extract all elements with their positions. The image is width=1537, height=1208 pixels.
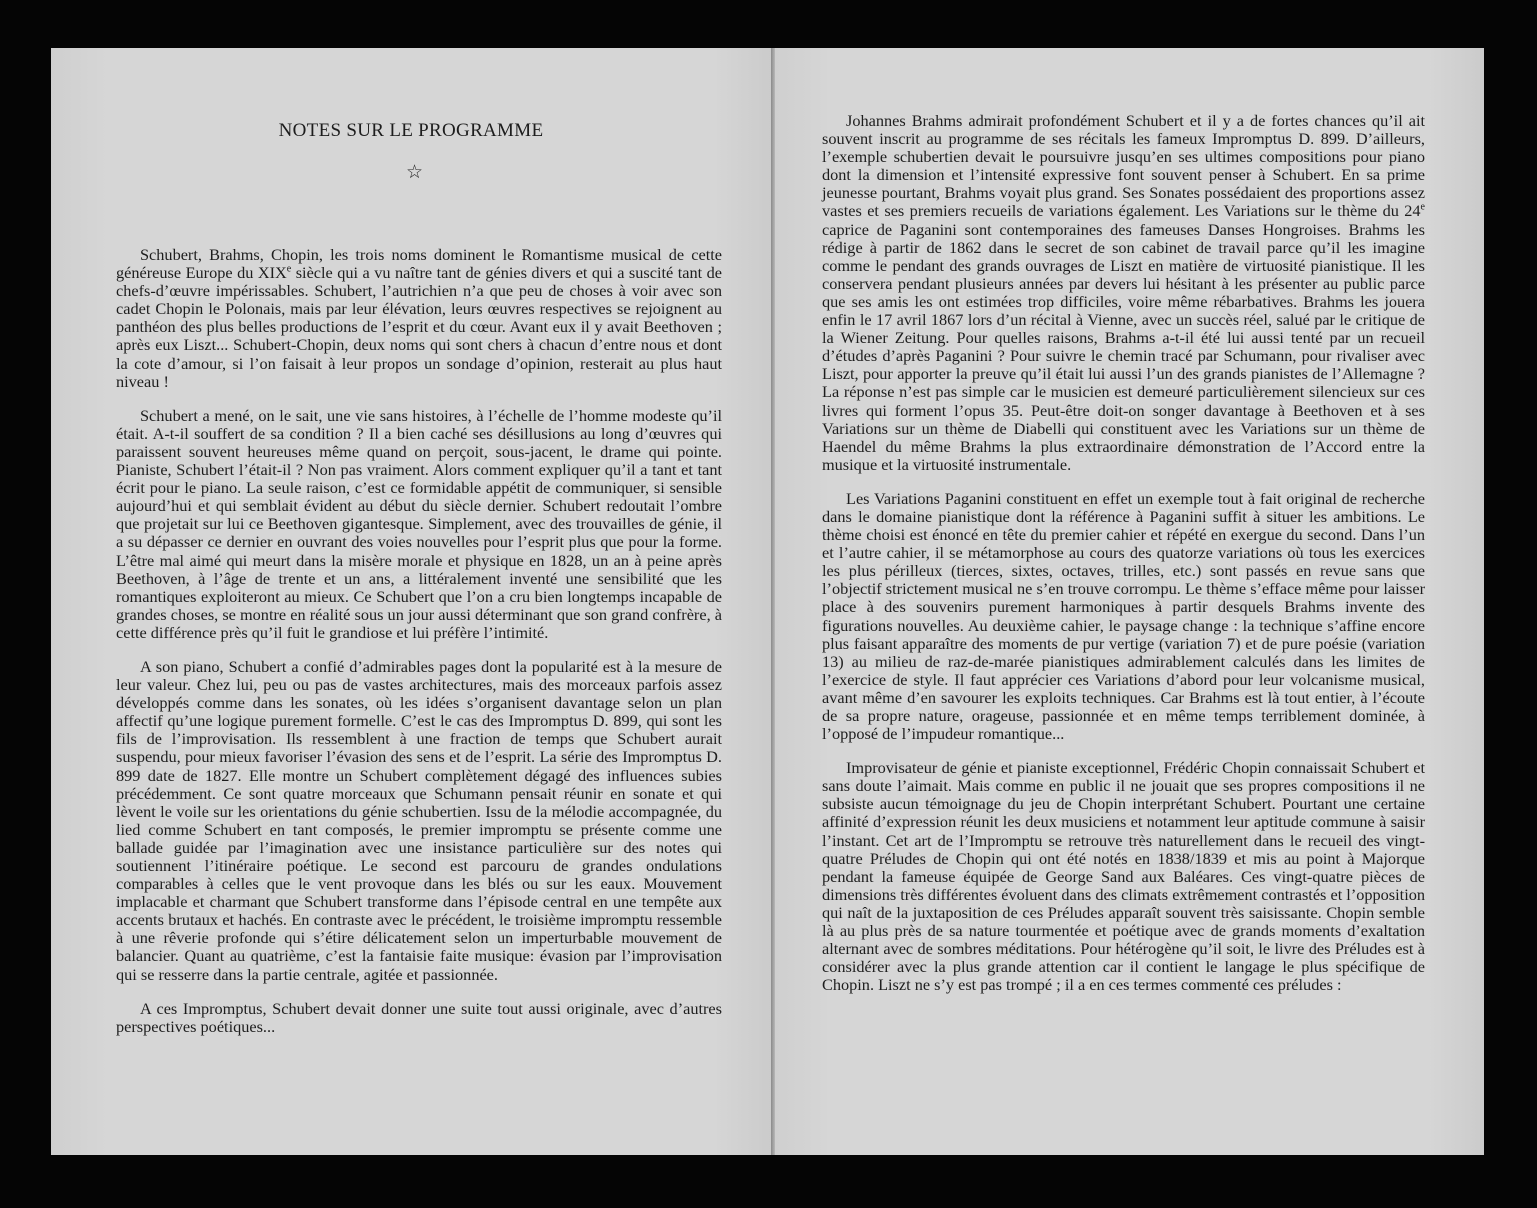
paragraph: A son piano, Schubert a confié d’admirables pages dont la popularité est à la mesure de leur valeur. Chez lui, peu ou pas de vastes architectures, mais des morceaux parfois assez développés comme dans les sonates, où les idées s’organisent davantage selon un plan affectif qu’une logique purement formelle. C’est le cas des Impromptus D. 899, qui sont les fils de l’improvisation. Ils ressemblent à une fraction de temps que Schubert aurait suspendu, pour mieux favoriser l’évasion des sens et de l’esprit. La série des Impromptus D. 899 date de 1827. Elle montre un Schubert complètement dégagé des influences subies précédemment. Ce sont quatre morceaux que Schumann pensait réunir en sonate et qui lèvent le voile sur les orientations du génie schubertien. Issu de la mélodie accompagnée, du lied comme Schubert en tant composés, le premier impromptu se présente comme une ballade guidée par l’imagination avec une insistance particulière sur des notes qui soutiennent l’itinéraire poétique. Le second est parcouru de grandes ondulations comparables à celles que le vent provoque dans les blés ou sur les eaux. Mouvement implacable et charmant que Schubert transforme dans l’épisode central en une tempête aux accents brutaux et hachés. En contraste avec le précédent, le troisième impromptu ressemble à une rêverie profonde qui s’étire délicatement selon un imperturbable mouvement de balancier. Quant au quatrième, c’est la fantaisie faite musique: évasion par l’improvisation qui se resserre dans la partie centrale, agitée et passionnée. (116, 656, 722, 984)
paragraph: A ces Impromptus, Schubert devait donner une suite tout aussi originale, avec d’autres perspectives poétiques... (116, 998, 722, 1036)
right-page (775, 48, 1484, 1155)
booklet-spread (51, 48, 1484, 1155)
left-page (51, 48, 771, 1155)
paragraph: Johannes Brahms admirait profondément Schubert et il y a de fortes chances qu’il ait souvent inscrit au programme de ses récitals les fameux Impromptus D. 899. D’ailleurs, l’exemple schubertien devait le poursuivre jusqu’en ses ultimes compositions pour piano dont la dimension et l’intensité expressive font souvent penser à Schubert. En sa prime jeunesse pourtant, Brahms voyait plus grand. Ses Sonates possédaient des proportions assez vastes et ses premiers recueils de variations également. Les Variations sur le thème du 24e caprice de Paganini sont contemporaines des fameuses Danses Hongroises. Brahms les rédige à partir de 1862 dans le secret de son cabinet de travail parce qu’il les imagine comme le pendant des grands ouvrages de Liszt en matière de virtuosité pianistique. Il les conservera pendant plusieurs années par devers lui hésitant à les présenter au public parce que ses amis les ont estimées trop difficiles, voire même rébarbatives. Brahms les jouera enfin le 17 avril 1867 lors d’un récital à Vienne, avec un succès réel, salué par le critique de la Wiener Zeitung. Pour quelles raisons, Brahms a-t-il été lui aussi tenté par un recueil d’études d’après Paganini ? Pour suivre le chemin tracé par Schumann, pour rivaliser avec Liszt, pour apporter la preuve qu’il était lui aussi l’un des grands pianistes de l’Allemagne ? La réponse n’est pas simple car le musicien est demeuré particulièrement silencieux sur ces livres qui forment l’opus 35. Peut-être doit-on songer davantage à Beethoven et à ses Variations sur un thème de Diabelli qui constituent avec les Variations sur un thème de Haendel du même Brahms la plus extraordinaire démonstration de l’Accord entre la musique et la virtuosité instrumentale. (822, 111, 1425, 474)
star-icon: ☆ (406, 161, 424, 183)
page-title: NOTES SUR LE PROGRAMME (278, 120, 544, 141)
paragraph: Schubert a mené, on le sait, une vie sans histoires, à l’échelle de l’homme modeste qu’il était. A-t-il souffert de sa condition ? Il a bien caché ses désillusions au long d’œuvres qui paraissent souvent heureuses même quand on perçoit, sous-jacent, le drame qui pointe. Pianiste, Schubert l’était-il ? Non pas vraiment. Alors comment expliquer qu’il a tant et tant écrit pour le piano. La seule raison, c’est ce formidable appétit de communiquer, si sensible aujourd’hui et qui semblait évident au début du siècle dernier. Schubert redoutait l’ombre que projetait sur lui ce Beethoven gigantesque. Simplement, avec des trouvailles de génie, il a su dépasser ce dernier en ouvrant des voies nouvelles pour l’esprit plus que pour la forme. L’être mal aimé qui meurt dans la misère morale et physique en 1828, un an à peine après Beethoven, à l’âge de trente et un ans, a littéralement inventé une sensibilité que les romantiques exploiteront au mieux. Ce Schubert que l’on a cru bien longtemps incapable de grandes choses, se montre en réalité sous un jour aussi déterminant que son grand confrère, à cette différence près qu’il fuit le grandiose et lui préfère l’intimité. (116, 405, 722, 642)
paragraph: Improvisateur de génie et pianiste exceptionnel, Frédéric Chopin connaissait Schubert et sans doute l’aimait. Mais comme en public il ne jouait que ses propres compositions il ne subsiste aucun témoignage du jeu de Chopin interprétant Schubert. Pourtant une certaine affinité d’expression réunit les deux musiciens et notamment leur aptitude commune à saisir l’instant. Cet art de l’Impromptu se retrouve très naturellement dans le recueil des vingt-quatre Préludes de Chopin qui ont été notés en 1838/1839 et mis au point à Majorque pendant la fameuse équipée de George Sand aux Baléares. Ces vingt-quatre pièces de dimensions très différentes évoluent dans des climats extrêmement contrastés et l’opposition qui naît de la juxtaposition de ces Préludes apparaît souvent très saisissante. Chopin semble là au plus près de sa nature tourmentée et poétique avec de grands moments d’exaltation alternant avec de sombres méditations. Pour hétérogène qu’il soit, le livre des Préludes est à considérer avec la plus grande attention car il contient le langage le plus spécifique de Chopin. Liszt ne s’y est pas trompé ; il a en ces termes commenté ces préludes : (822, 758, 1425, 995)
paragraph: Les Variations Paganini constituent en effet un exemple tout à fait original de recherche dans le domaine pianistique dont la référence à Paganini suffit à situer les ambitions. Le thème choisi est énoncé en tête du premier cahier et répété en exergue du second. Dans l’un et l’autre cahier, il se métamorphose au cours des quatorze variations où tous les exercices les plus périlleux (tierces, sixtes, octaves, trilles, etc.) sont passés en revue sans que l’objectif strictement musical ne s’en trouve corrompu. Le thème s’efface même pour laisser place à des souvenirs purement harmoniques à partir desquels Brahms invente des figurations nouvelles. Au deuxième cahier, le paysage change : la technique s’affine encore plus faisant apparaître des moments de pur vertige (variation 7) et de pure poésie (variation 13) au milieu de raz-de-marée pianistiques admirablement calculés dans les limites de l’exercice de style. Il faut apprécier ces Variations d’abord pour leur volcanisme musical, avant même d’en savourer les exploits techniques. Car Brahms est là tout entier, à l’écoute de sa propre nature, orageuse, passionnée et en même temps terriblement dominée, à l’opposé de l’impudeur romantique... (822, 488, 1425, 744)
left-text-column (116, 246, 722, 1052)
right-text-column (822, 112, 1425, 1010)
paragraph: Schubert, Brahms, Chopin, les trois noms dominent le Romantisme musical de cette généreuse Europe du XIXe siècle qui a vu naître tant de génies divers et qui a suscité tant de chefs-d’œuvre impérissables. Schubert, l’autrichien n’a que peu de choses à voir avec son cadet Chopin le Polonais, mais par leur élévation, leurs œuvres respectives se rejoignent au panthéon des plus belles productions de l’esprit et du cœur. Avant eux il y avait Beethoven ; après eux Liszt... Schubert-Chopin, deux noms qui sont chers à chacun d’entre nous et dont la cote d’amour, si l’on faisait à leur propos un sondage d’opinion, resterait au plus haut niveau ! (116, 245, 723, 391)
